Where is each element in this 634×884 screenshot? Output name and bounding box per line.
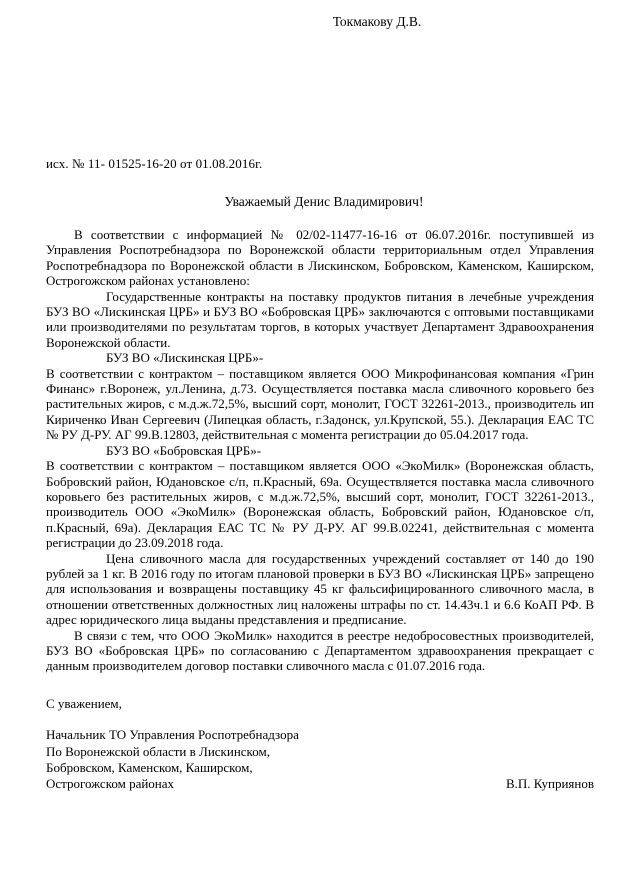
signature-line-2: По Воронежской области в Лискинском, xyxy=(46,743,270,759)
paragraph-intro: В соответствии с информацией № 02/02-11477-16-16 от 06.07.2016г. поступившей из Управления Роспотребнадзора по Воронежской области территориальным отдел Управления Роспотребнадзора по Воронежской области в Лискинском, Бобровском, Каменском, Каширском, Острогожском районах установлено: xyxy=(46,227,594,289)
signature-name: В.П. Куприянов xyxy=(506,776,594,792)
paragraph-price: Цена сливочного масла для государственных учреждений составляет от 140 до 190 рублей за 1 кг. В 2016 году по итогам плановой проверки в БУЗ ВО «Лискинская ЦРБ» запрещено для использования и возвращены поставщику 45 кг фальсифицированного сливочного масла, в отношении ответственных должностных лиц наложены штрафы по ст. 14.43ч.1 и 6.6 КоАП РФ. В адрес юридического лица выданы представления и предписание. xyxy=(46,550,594,628)
section-2-text: В соответствии с контрактом – поставщиком является ООО «ЭкоМилк» (Воронежская область, Бобровский район, Юдановское с/п, п.Красный, 69а. Осуществляется поставка масла сливочного коровьего без растительных жиров, с м.д.ж.72,5%, высший сорт, монолит, ГОСТ 32261-2013., производитель ООО «ЭкоМилк» (Воронежская область, Бобровский район, Юдановское с/п, п.Красный, 69а). Декларация ЕАС ТС № РУ Д-РУ. АГ 99.В.02241, действительная с момента регистрации до 23.09.2018 года. xyxy=(46,458,594,551)
closing-line: С уважением, xyxy=(46,695,122,711)
greeting: Уважаемый Денис Владимирович! xyxy=(224,194,424,209)
signature-block xyxy=(0,727,634,793)
signature-line-1: Начальник ТО Управления Роспотребнадзора xyxy=(46,727,299,743)
paragraph-contracts: Государственные контракты на поставку продуктов питания в лечебные учреждения БУЗ ВО «Лискинская ЦРБ» и БУЗ ВО «Бобровская ЦРБ» заключаются с оптовыми поставщиками или производителями по результатам торгов, в которых участвует Департамент Здравоохранения Воронежской области. xyxy=(46,288,594,350)
outgoing-number: исх. № 11- 01525-16-20 от 01.08.2016г. xyxy=(46,156,263,171)
signature-line-3: Бобровском, Каменском, Каширском, xyxy=(46,760,253,775)
section-1-text: В соответствии с контрактом – поставщиком является ООО Микрофинансовая компания «Грин Финанс» г.Воронеж, ул.Ленина, д.73. Осуществляется поставка масла сливочного коровьего без растительных жиров, с м.д.ж.72,5%, высший сорт, монолит, ГОСТ 32261-2013., производитель ип Кириченко Иван Сергеевич (Липецкая область, г.Задонск, ул.Крупской, 55.). Декларация ЕАС ТС № РУ Д-РУ. АГ 99.В.12803, действительная с момента регистрации до 05.04.2017 года. xyxy=(46,365,594,443)
section-1-heading: БУЗ ВО «Лискинская ЦРБ»- xyxy=(106,350,264,366)
addressee: Токмакову Д.В. xyxy=(332,14,422,29)
paragraph-final: В связи с тем, что ООО ЭкоМилк» находится в реестре недобросовестных производителей, БУЗ ВО «Бобровская ЦРБ» по согласованию с Департаментом здравоохранения прекращает с данным производителем договор поставки сливочного масла с 01.07.2016 года. xyxy=(46,627,594,674)
signature-line-4: Острогожском районах xyxy=(46,776,175,792)
section-2-heading: БУЗ ВО «Бобровская ЦРБ»- xyxy=(106,442,262,458)
document-body xyxy=(0,227,634,674)
